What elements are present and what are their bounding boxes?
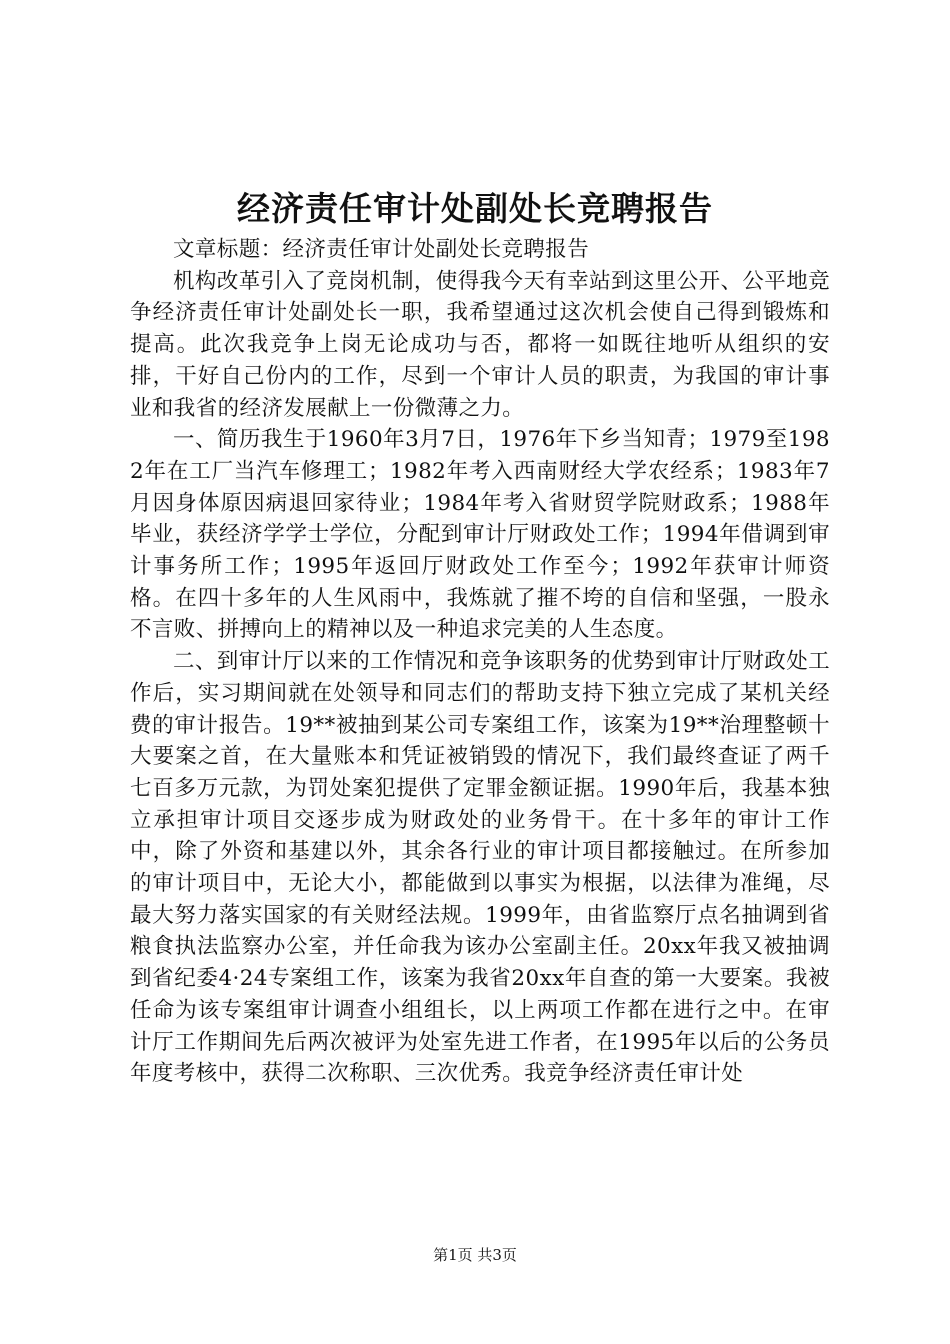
page-total: 共3页 bbox=[477, 1246, 517, 1264]
page-footer bbox=[0, 1244, 950, 1266]
work-experience-paragraph: 二、到审计厅以来的工作情况和竞争该职务的优势到审计厅财政处工作后，实习期间就在处领导和同志们的帮助支持下独立完成了某机关经费的审计报告。19**被抽到某公司专案组工作，该案为19**治理整顿十大要案之首，在大量账本和凭证被销毁的情况下，我们最终查证了两千七百多万元款，为罚处案犯提供了定罪金额证据。1990年后，我基本独立承担审计项目交逐步成为财政处的业务骨干。在十多年的审计工作中，除了外资和基建以外，其余各行业的审计项目都接触过。在所参加的审计项目中，无论大小，都能做到以事实为根据，以法律为准绳，尽最大努力落实国家的有关财经法规。1999年，由省监察厅点名抽调到省粮食执法监察办公室，并任命我为该办公室副主任。20xx年我又被抽调到省纪委4·24专案组工作，该案为我省20xx年自查的第一大要案。我被任命为该专案组审计调查小组组长，以上两项工作都在进行之中。在审计厅工作期间先后两次被评为处室先进工作者，在1995年以后的公务员年度考核中，获得二次称职、三次优秀。我竞争经济责任审计处 bbox=[130, 649, 831, 1087]
resume-paragraph: 一、简历我生于1960年3月7日，1976年下乡当知青；1979至1982年在工厂当汽车修理工；1982年考入西南财经大学农经系；1983年7月因身体原因病退回家待业；1984年考入省财贸学院财政系；1988年毕业，获经济学学士学位，分配到审计厅财政处工作；1994年借调到审计事务所工作；1995年返回厅财政处工作至今；1992年获审计师资格。在四十多年的人生风雨中，我炼就了摧不垮的自信和坚强，一股永不言败、拼搏向上的精神以及一种追求完美的人生态度。 bbox=[130, 427, 830, 643]
intro-paragraph: 机构改革引入了竞岗机制，使得我今天有幸站到这里公开、公平地竞争经济责任审计处副处长一职，我希望通过这次机会使自己得到锻炼和提高。此次我竞争上岗无论成功与否，都将一如既往地听从组织的安排，干好自己份内的工作，尽到一个审计人员的职责，为我国的审计事业和我省的经济发展献上一份微薄之力。 bbox=[130, 268, 831, 421]
article-title-line: 文章标题：经济责任审计处副处长竞聘报告 bbox=[173, 237, 590, 262]
page-number: 第1页 bbox=[433, 1246, 473, 1264]
document-title: 经济责任审计处副处长竞聘报告 bbox=[237, 189, 713, 228]
document-body bbox=[130, 234, 830, 1090]
